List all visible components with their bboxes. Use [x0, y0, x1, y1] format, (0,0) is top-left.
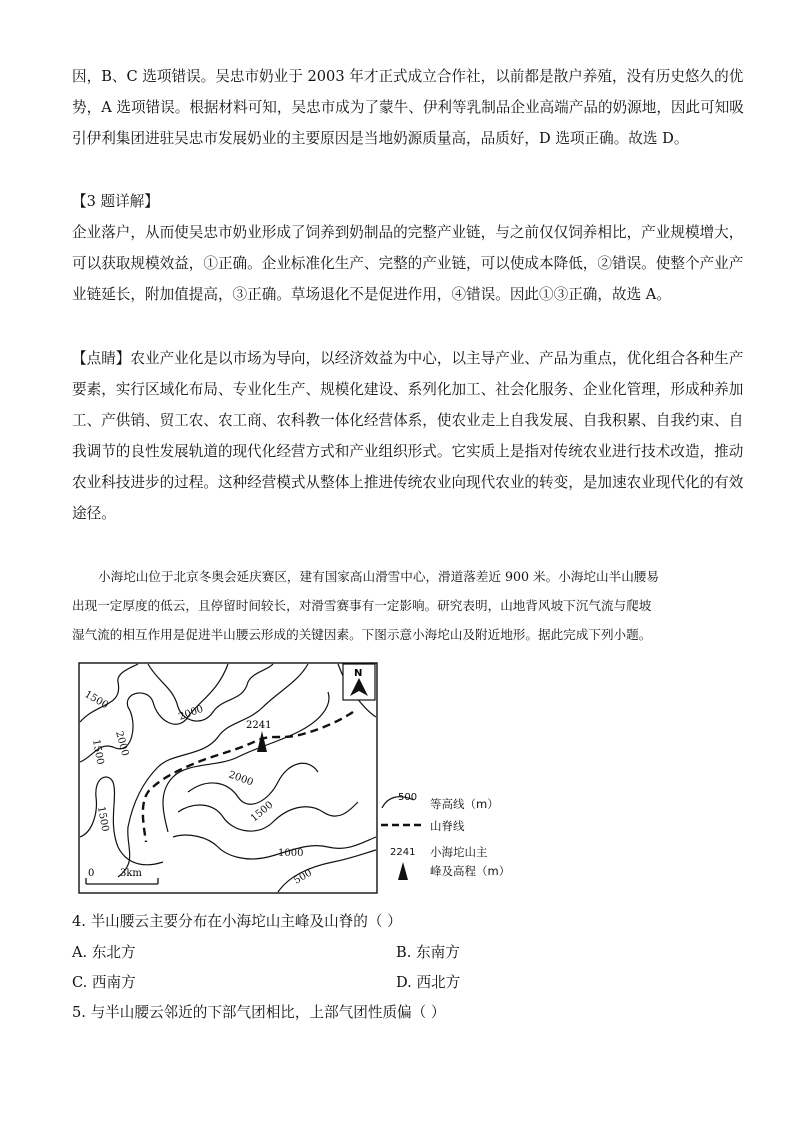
- contour-label: 1000: [278, 848, 304, 859]
- north-arrow: [343, 664, 375, 700]
- answer-paragraph-1: [72, 61, 744, 154]
- question-5-stem: 5. 与半山腰云邻近的下部气团相比，上部气团性质偏（ ）: [72, 1004, 446, 1021]
- topographic-map: [78, 662, 378, 894]
- legend-contour-label: 等高线（m）: [430, 797, 499, 811]
- text-line: 出现一定厚度的低云，且停留时间较长，对滑雪赛事有一定影响。研究表明，山地背风坡下沉气流与爬坡: [72, 598, 652, 613]
- q4-option-a: A. 东北方: [72, 944, 136, 961]
- text-line: 工、产供销、贸工农、农工商、农科教一体化经营体系，使农业走上自我发展、自我积累、自我约束、自: [72, 412, 744, 429]
- north-label: N: [354, 668, 363, 679]
- peak-legend-icon: [398, 862, 408, 880]
- legend-peak-label-1: 小海坨山主: [430, 845, 488, 859]
- q4-option-c: C. 西南方: [72, 974, 136, 991]
- dianjing-paragraph: [72, 343, 744, 529]
- text-line: 业链延长，附加值提高，③正确。草场退化不是促进作用，④错误。因此①③正确，故选 A。: [72, 286, 671, 303]
- text-line: 农业科技进步的过程。这种经营模式从整体上推进传统农业向现代农业的转变，是加速农业现代化的有效: [72, 474, 744, 491]
- scale-zero: 0: [88, 868, 95, 879]
- q3-heading: 【3 题详解】: [72, 193, 159, 210]
- reading-passage: [72, 562, 732, 649]
- text-line: 湿气流的相互作用是促进半山腰云形成的关键因素。下图示意小海坨山及附近地形。据此完成下列小题。: [72, 627, 652, 642]
- question-4-stem: 4. 半山腰云主要分布在小海坨山主峰及山脊的（ ）: [72, 913, 402, 930]
- contour-label: 2000: [177, 703, 205, 723]
- ridge-legend-icon: [381, 820, 421, 830]
- text-line: 要素，实行区域化布局、专业化生产、规模化建设、系列化加工、社会化服务、企业化管理，形成种养加: [72, 381, 744, 398]
- text-line: 可以获取规模效益，①正确。企业标准化生产、完整的产业链，可以使成本降低，②错误。使整个产业产: [72, 255, 744, 272]
- contour-label: 1500: [248, 799, 276, 825]
- contour-label: 1500: [95, 805, 111, 833]
- legend-peak-label-2: 峰及高程（m）: [430, 864, 511, 878]
- contour-label: 2000: [113, 729, 131, 758]
- contour-label: 1500: [82, 689, 111, 712]
- q4-option-b: B. 东南方: [396, 944, 460, 961]
- scale-unit: 3km: [120, 868, 142, 879]
- q4-option-d: D. 西北方: [396, 974, 461, 991]
- contour-label: 2000: [226, 769, 255, 789]
- text-line: 因，B、C 选项错误。吴忠市奶业于 2003 年才正式成立合作社，以前都是散户养殖，没有历史悠久的优: [72, 68, 744, 85]
- legend-peak-sample: 2241: [390, 847, 416, 858]
- text-line: 途径。: [72, 505, 116, 522]
- contour-label: 500: [292, 867, 315, 887]
- text-line: 企业落户，从而使吴忠市奶业形成了饲养到奶制品的完整产业链，与之前仅仅饲养相比，产业规模增大，: [72, 224, 744, 241]
- text-line: 【点睛】农业产业化是以市场为导向，以经济效益为中心，以主导产业、产品为重点，优化组合各种生产: [72, 350, 744, 367]
- text-line: 小海坨山位于北京冬奥会延庆赛区，建有国家高山滑雪中心，滑道落差近 900 米。小海坨山半山腰易: [98, 569, 659, 584]
- text-line: 势，A 选项错误。根据材料可知，吴忠市成为了蒙牛、伊利等乳制品企业高端产品的奶源地，因此可知吸: [72, 99, 744, 116]
- text-line: 引伊利集团进驻吴忠市发展奶业的主要原因是当地奶源质量高，品质好，D 选项正确。故选 D。: [72, 130, 689, 147]
- contour-label: 1500: [90, 738, 106, 766]
- q3-detail: [72, 186, 744, 310]
- peak-elevation-label: 2241: [246, 720, 272, 731]
- legend-ridge-label: 山脊线: [430, 819, 465, 833]
- text-line: 我调节的良性发展轨道的现代化经营方式和产业组织形式。它实质上是指对传统农业进行技术改造，推动: [72, 443, 744, 460]
- legend-contour-sample: 500: [398, 792, 418, 803]
